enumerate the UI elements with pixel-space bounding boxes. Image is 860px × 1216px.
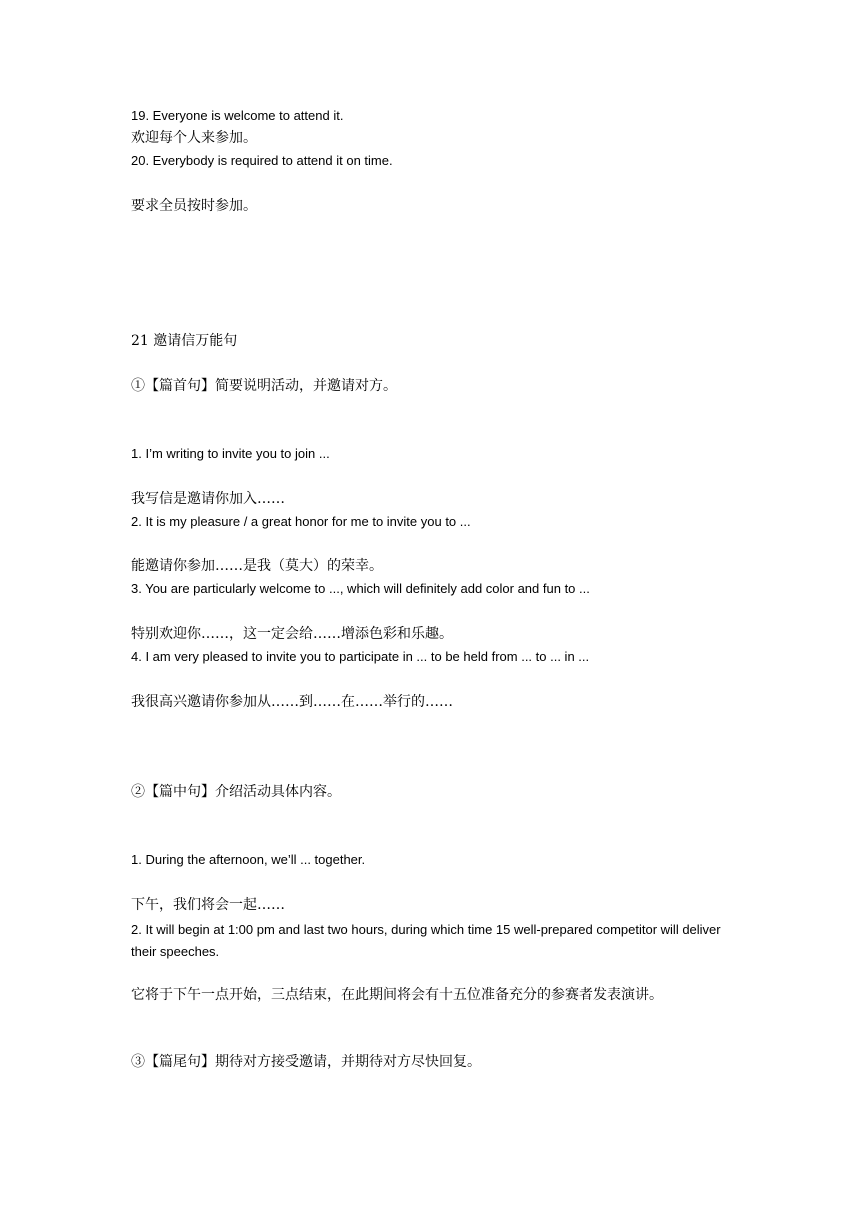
opening-sentence-4-zh: 我很高兴邀请你参加从……到……在……举行的…… <box>131 694 453 710</box>
body-sentence-2-en: 2. It will begin at 1:00 pm and last two hours, during which time 15 well-prepared competitor will deliver their speeches. <box>131 922 721 959</box>
sentence-19-zh: 欢迎每个人来参加。 <box>131 130 257 146</box>
sentence-20-en: 20. Everybody is required to attend it on time. <box>131 153 393 168</box>
subheading-opening: ①【篇首句】简要说明活动，并邀请对方。 <box>131 378 397 394</box>
subheading-body: ②【篇中句】介绍活动具体内容。 <box>131 784 341 800</box>
sentence-20-zh: 要求全员按时参加。 <box>131 198 257 214</box>
opening-sentence-2-zh: 能邀请你参加……是我（莫大）的荣幸。 <box>131 558 383 574</box>
body-sentence-2-zh: 它将于下午一点开始，三点结束，在此期间将会有十五位准备充分的参赛者发表演讲。 <box>131 987 663 1003</box>
opening-sentence-1-zh: 我写信是邀请你加入…… <box>131 491 285 507</box>
opening-sentence-2-en: 2. It is my pleasure / a great honor for me to invite you to ... <box>131 514 471 529</box>
body-sentence-1-zh: 下午，我们将会一起…… <box>131 897 285 913</box>
opening-sentence-3-zh: 特别欢迎你……，这一定会给……增添色彩和乐趣。 <box>131 626 453 642</box>
body-sentence-1-en: 1. During the afternoon, we’ll ... together. <box>131 852 366 867</box>
sentence-19-en: 19. Everyone is welcome to attend it. <box>131 108 344 123</box>
subheading-closing: ③【篇尾句】期待对方接受邀请，并期待对方尽快回复。 <box>131 1054 481 1070</box>
section-heading: 21 邀请信万能句 <box>131 333 238 349</box>
opening-sentence-3-en: 3. You are particularly welcome to ..., which will definitely add color and fun to ... <box>131 581 590 596</box>
opening-sentence-4-en: 4. I am very pleased to invite you to participate in ... to be held from ... to ... in ... <box>131 649 590 664</box>
opening-sentence-1-en: 1. I’m writing to invite you to join ... <box>131 446 330 461</box>
